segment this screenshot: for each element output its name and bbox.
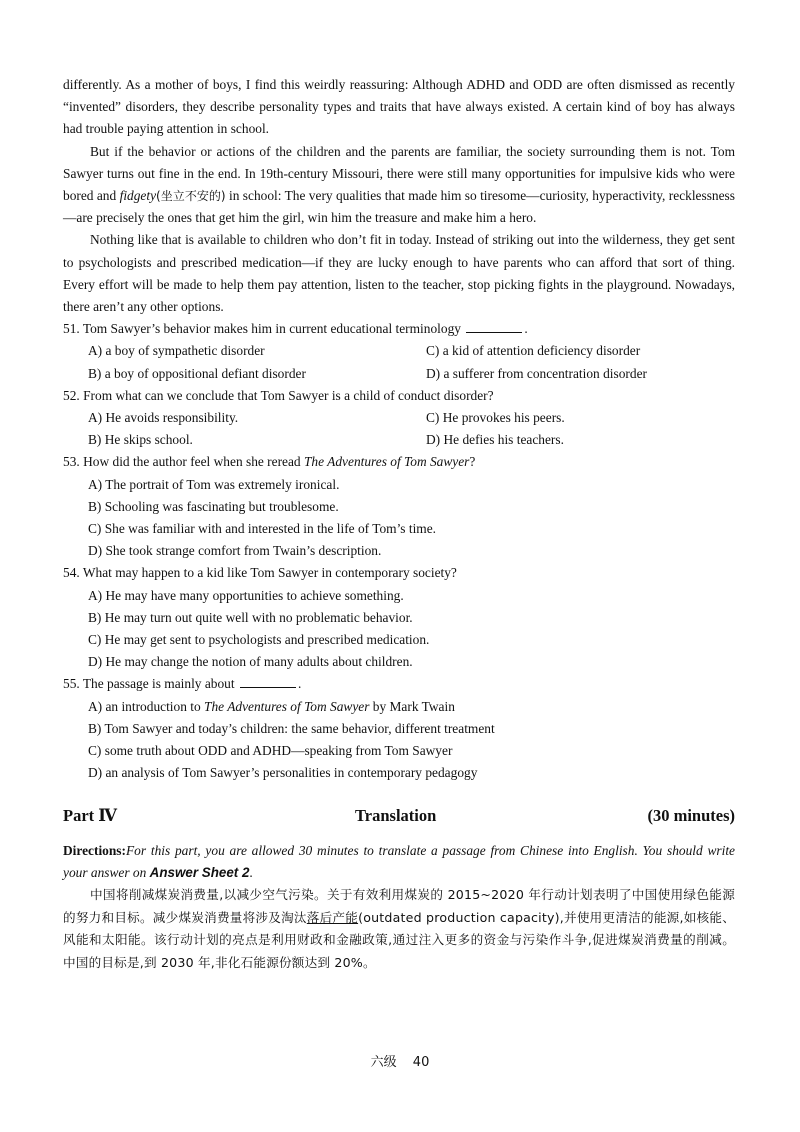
fidgety-gloss: (坐立不安的) bbox=[156, 189, 226, 204]
question-51 bbox=[63, 318, 735, 385]
underlined-term: 落后产能 bbox=[306, 909, 359, 925]
exam-level: 六级 bbox=[370, 1055, 397, 1070]
option-a: A) The portrait of Tom was extremely ironical. bbox=[88, 476, 340, 492]
directions: Directions:For this part, you are allowed 30 minutes to translate a passage from Chinese into English. You should write your answer on Answer Sheet 2. bbox=[63, 842, 735, 880]
answer-blank bbox=[466, 321, 522, 333]
option-d: D) She took strange comfort from Twain’s description. bbox=[88, 543, 382, 559]
answer-blank bbox=[240, 676, 296, 688]
option-b: B) He skips school. bbox=[88, 432, 193, 448]
time-limit: (30 minutes) bbox=[647, 805, 735, 825]
option-c: C) He provokes his peers. bbox=[426, 410, 565, 426]
option-d: D) He defies his teachers. bbox=[426, 432, 564, 448]
part-4-header bbox=[63, 806, 735, 832]
option-c: C) some truth about ODD and ADHD—speaking from Tom Sawyer bbox=[88, 743, 453, 759]
passage-paragraph-2: But if the behavior or actions of the children and the parents are familiar, the society surrounding them is not. Tom Sawyer turns out fine in the end. In 19th-century Missouri, there were still many opportunities for impulsive kids who were bored and fidgety(坐立不安的) in school: The very qualities that made him so tiresome—curiosity, hyperactivity, recklessness—are precisely the ones that get him the girl, win him the treasure and make him a hero. bbox=[63, 143, 735, 226]
option-d: D) an analysis of Tom Sawyer’s personalities in contemporary pedagogy bbox=[88, 765, 478, 781]
exam-page bbox=[63, 74, 735, 974]
question-stem: 53. How did the author feel when she reread The Adventures of Tom Sawyer? bbox=[63, 454, 476, 470]
passage-paragraph-1: differently. As a mother of boys, I find this weirdly reassuring: Although ADHD and ODD are often dismissed as recently “invented” disorders, they describe personality types and traits that have always existed. A certain kind of boy has always had trouble paying attention in school. bbox=[63, 77, 735, 137]
question-stem: 55. The passage is mainly about . bbox=[63, 676, 302, 692]
question-54 bbox=[63, 562, 735, 673]
option-a: A) an introduction to The Adventures of Tom Sawyer by Mark Twain bbox=[88, 698, 455, 714]
option-c: C) He may get sent to psychologists and prescribed medication. bbox=[88, 632, 430, 648]
question-stem: 52. From what can we conclude that Tom Sawyer is a child of conduct disorder? bbox=[63, 387, 494, 403]
option-d: D) He may change the notion of many adults about children. bbox=[88, 654, 413, 670]
option-c: C) a kid of attention deficiency disorder bbox=[426, 343, 641, 359]
passage-paragraph-3: Nothing like that is available to children who don’t fit in today. Instead of striking out into the wilderness, they get sent to psychologists and prescribed medication—if they are lucky enough to have parents who can afford that sort of thing. Every effort will be made to help them pay attention, listen to the teacher, stop picking fights in the playground. Nowadays, there aren’t any other options. bbox=[63, 232, 735, 315]
question-55 bbox=[63, 673, 735, 784]
page-number: 40 bbox=[412, 1055, 430, 1070]
chinese-passage: 中国将削减煤炭消费量,以减少空气污染。关于有效利用煤炭的 2015~2020 年行动计划表明了中国使用绿色能源的努力和目标。减少煤炭消费量将涉及淘汰落后产能(outdated production capacity),并使用更清洁的能源,如核能、风能和太阳能。该行动计划的亮点是利用财政和金融政策,通过注入更多的资金与污染作斗争,促进煤炭消费量的削减。中国的目标是,到 2030 年,非化石能源份额达到 20%。 bbox=[63, 886, 735, 970]
option-a: A) a boy of sympathetic disorder bbox=[88, 343, 265, 359]
question-53 bbox=[63, 451, 735, 562]
question-stem: 54. What may happen to a kid like Tom Sawyer in contemporary society? bbox=[63, 565, 457, 581]
question-52 bbox=[63, 385, 735, 452]
part-label: Part Ⅳ bbox=[63, 805, 117, 825]
option-b: B) Schooling was fascinating but troublesome. bbox=[88, 498, 339, 514]
book-title: The Adventures of Tom Sawyer bbox=[204, 698, 370, 714]
option-b: B) Tom Sawyer and today’s children: the same behavior, different treatment bbox=[88, 720, 495, 736]
question-stem: 51. Tom Sawyer’s behavior makes him in current educational terminology . bbox=[63, 321, 528, 337]
answer-sheet-ref: Answer Sheet 2 bbox=[149, 864, 250, 880]
fidgety-word: fidgety bbox=[119, 188, 157, 204]
section-title: Translation bbox=[355, 805, 437, 825]
option-a: A) He avoids responsibility. bbox=[88, 410, 239, 426]
option-c: C) She was familiar with and interested in the life of Tom’s time. bbox=[88, 521, 437, 537]
option-a: A) He may have many opportunities to achieve something. bbox=[88, 587, 404, 603]
option-d: D) a sufferer from concentration disorder bbox=[426, 365, 647, 381]
option-b: B) He may turn out quite well with no problematic behavior. bbox=[88, 609, 413, 625]
book-title: The Adventures of Tom Sawyer bbox=[303, 454, 470, 470]
option-b: B) a boy of oppositional defiant disorder bbox=[88, 365, 306, 381]
page-footer bbox=[0, 1051, 800, 1070]
